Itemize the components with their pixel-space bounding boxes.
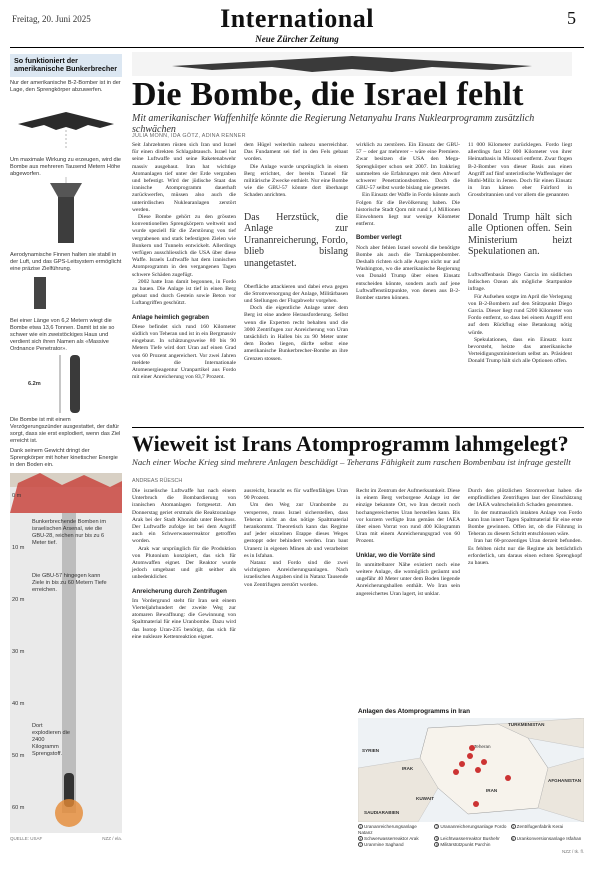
bomb-tail-illustration xyxy=(10,177,122,247)
depth-60: 60 m xyxy=(12,805,25,812)
caption-altitude: Um maximale Wirkung zu erzeugen, wird die Bombe aus mehreren Tausend Metern Höhe abgeworfen. xyxy=(10,156,121,177)
legend-item-8: 8 Militärstützpunkt Parchin xyxy=(435,842,491,847)
article2-col4-p1: Durch den plötzlichen Stromverlust haben die empfindlichen Zentrifugen laut der Einschätzung der IAEA wahrscheinlich Schaden genommen. xyxy=(468,488,582,509)
article1-col1-p3: 2002 hatte Iran damit begonnen, in Fordo zu bauen. Die Anlage ist tief in einen Berg gebaut und durch Gestein sowie Beton vor Luftangriffen geschützt. xyxy=(132,278,236,307)
article1-col4-p4: Spekulationen, dass ein Einsatz kurz bevorsteht, heizte das amerikanische Verteidigungsministerium selbst an. Präsident Donald Trump hält sich alle Optionen offen. xyxy=(468,336,572,365)
article1-col1-p4: Diese befindet sich rund 160 Kilometer südlich von Teheran und ist in ein Bergmassiv eingebaut. In schätzungsweise 80 bis 90 Metern Tiefe wird dort Uran auf einen Grad von 60 Prozent angereichert. Vor zwei Jahren meldete die Internationale Atomenergieagentur Uranpartikel aus Fordo mit einer Anreicherung von 83,7 Prozent. xyxy=(132,323,236,381)
article1-col3-p2: Ein Einsatz der Waffe in Fordo könnte auch Folgen für die Bevölkerung haben. Die historische Stadt Qom mit rund 1,4 Millionen Einwohnern liegt nur wenige Kilometer entfernt. xyxy=(356,192,460,228)
infographic-credit: NZZ / ela. xyxy=(102,836,122,842)
penetration-depth-diagram xyxy=(10,473,122,833)
legend-item-3: 3 Zentrifugenfabrik Kerai xyxy=(512,824,564,829)
issue-date: Freitag, 20. Juni 2025 xyxy=(12,14,91,24)
article1-col4-p3: Für Aufsehen sorgte im April die Verlegung von B-2-Bombern auf den Stützpunkt Diego Garcia. Dieser liegt rund 5200 Kilometer von Fordo entfernt, so dass bei einem Angriff erst auf dem Rückflug eine Betankung nötig würde. xyxy=(468,293,572,336)
legend-item-5: 5 Leichtwasserreaktor Bushehr xyxy=(435,836,500,841)
article1-headline: Die Bombe, die Israel fehlt xyxy=(132,76,524,113)
caption-fins: Aerodynamische Finnen halten sie stabil in der Luft, und das GPS-Leitsystem ermöglicht eine präzise Zielführung. xyxy=(10,252,122,273)
depth-20: 20 m xyxy=(12,597,25,604)
map-canvas xyxy=(358,718,584,822)
caption-gbu28: Bunkerbrechende Bomben im israelischen Arsenal, wie die GBU-28, reichen nur bis zu 6 Meter tief. xyxy=(32,519,107,547)
legend-item-4: 4 Schwerwasserreaktor Arak xyxy=(359,836,419,841)
article2-col3-p1: Recht im Zentrum der Aufmerksamkeit. Diese in einem Berg verborgene Anlage ist der einzige bekannte Ort, wo Iran derzeit noch hochangereichertes Uran herstellen kann. Bis vor kurzem verfügte Iran gemäss der IAEA über einen Vorrat von rund 400 Kilogramm Uran mit einem Anreicherungsgrad von 60 Prozent. xyxy=(356,488,460,545)
map-label-irak: IRAK xyxy=(402,766,414,771)
b2-bomber-photo xyxy=(132,52,572,76)
article1-col4-p2: Luftwaffenbasis Diego Garcia im südlichen Indischen Ozean als mögliche Startpunkte infrage. xyxy=(468,272,572,293)
infographic-heading: So funktioniert der amerikanische Bunkerbrecher xyxy=(10,54,122,77)
legend-item-1: 1 Urananreicherungsanlage Natanz xyxy=(358,824,417,835)
map-label-iran: IRAN xyxy=(486,788,498,793)
map-label-kuwait: KUWAIT xyxy=(416,796,435,801)
article2-column-2 xyxy=(244,488,348,589)
infographic-intro: Nur der amerikanische B-2-Bomber ist in der Lage, den Sprengkörper abzuwerfen. xyxy=(10,79,121,93)
article1-col2-p2: Die Anlage wurde ursprünglich in einem Berg errichtet, der bereits Tunnel für militärische Zwecke enthielt. Nur eine Bombe wie die GBU-57 könnte dort überhaupt Schaden anrichten. xyxy=(244,163,348,199)
newspaper-name: Neue Zürcher Zeitung xyxy=(255,34,339,44)
infographic-credits xyxy=(10,836,122,841)
bomb-length-diagram xyxy=(10,353,122,417)
article2-headline: Wieweit ist Irans Atomprogramm lahmgelegt? xyxy=(132,431,569,456)
caption-fuse: Die Bombe ist mit einem Verzögerungszünder ausgestattet, der dafür sorgt, dass sie erst explodiert, wenn das Ziel erreicht ist. xyxy=(10,417,121,445)
article1-subhead-1: Anlage heimlich gegraben xyxy=(132,313,210,321)
article2-byline: ANDREAS RÜESCH xyxy=(132,478,183,484)
article2-column-3 xyxy=(356,488,460,598)
map-label-saudiarabien: SAUDIARABIEN xyxy=(364,810,400,815)
map-label-teheran: Teheran xyxy=(474,744,491,749)
caption-size: Bei einer Länge von 6,2 Metern wiegt die Bombe etwa 13,6 Tonnen. Damit ist sie so schwer wie ein zweistöckiges Haus und verdient sich ihren Namen als «Massive Ordnance Penetrator». xyxy=(10,318,115,353)
map-label-syrien: SYRIEN xyxy=(362,748,380,753)
article1-column-2 xyxy=(244,142,348,363)
map-label-afghanistan: AFGHANISTAN xyxy=(548,778,582,783)
depth-30: 30 m xyxy=(12,649,25,656)
legend-item-7: 7 Uranmine Saghand xyxy=(359,842,404,847)
article1-col1-p1: Seit Jahrzehnten rüsten sich Iran und Israel für einen direkten Schlagabtausch. Israel hat seine Luftwaffe und seine Raketenabwehr massiv ausgebaut. Iran hat wichtige Atomanlagen tief unter der Erde vergraben und befestigt. Wird der jüdische Staat das iranische Atomprogramm dauerhaft zurückwerfen, müssen also auch die unterirdischen Nuklearanlagen zerstört werden. xyxy=(132,142,236,213)
article2-col1-p3: Im Vordergrund steht für Iran seit einem Vierteljahrhundert der zweite Weg zur atomaren Bewaffnung: die Gewinnung von Spaltmaterial für eine Uranbombe. Dazu wird das Isotop Uran-235 benötigt, das sich für eine nukleare Kettenreaktion eignet. xyxy=(132,597,236,640)
article1-col1-p2: Diese Bombe gehört zu den grössten konventionellen Sprengkörpern weltweit und wurde speziell für die Zerstörung von tief vergrabenen und stark befestigten Zielen wie Bunkern und Tunneln entwickelt. Allerdings verfügen ausschliesslich die USA über diese Waffe. Israels Luftwaffe hat dem iranischen Atomprogramm in den vergangenen Tagen schwere Schäden zugefügt. xyxy=(132,214,236,278)
depth-50: 50 m xyxy=(12,753,25,760)
b2-bomber-illustration xyxy=(10,94,122,152)
caption-explosive: Dort explodieren die 2400 Kilogramm Sprengstoff. xyxy=(32,723,70,758)
article2-col1-p1: Die israelische Luftwaffe hat nach einem Unterbruch die Bombardierung von iranischen Atomanlagen fortgesetzt. Am Donnerstag geriet erstmals die Reaktoranlage Arak bei der Stadt Khondab unter Beschuss. Der Luftwaffe zufolge ist bei dem Angriff auch ein Schwerwasserreaktor getroffen worden. xyxy=(132,488,236,545)
article1-col2-p1: dem Hügel weiterhin nahezu unerreichbar. Das Fundament sei tief in den Fels gebaut worden. xyxy=(244,142,348,163)
article1-column-4 xyxy=(468,142,572,366)
legend-item-6: 6 Urankonversionsanlage Isfahan xyxy=(512,836,582,841)
bunker-buster-infographic xyxy=(10,54,122,872)
map-label-turkmenistan: TURKMENISTAN xyxy=(508,722,545,727)
article2-col2-p1: ausreicht, braucht es für waffenfähiges Uran 90 Prozent. xyxy=(244,488,348,502)
bomb-side-view xyxy=(10,353,122,417)
article1-column-1 xyxy=(132,142,236,382)
bomb-length-label: 6.2m xyxy=(28,381,41,388)
article2-subhead-1: Anreicherung durch Zentrifugen xyxy=(132,587,227,595)
article2-col3-p2: In unmittelbarer Nähe existiert noch eine weitere Anlage, die womöglich geräumt und ungefähr 40 Meter unter dem Boden liegende Anreicherungshallen enthält. Wo Iran sein angereichertes Uran lagert, ist unklar. xyxy=(356,561,460,597)
article2-column-4 xyxy=(468,488,582,567)
legend-item-2: 2 Urananreicherungsanlage Fordo xyxy=(435,824,507,829)
masthead xyxy=(0,0,594,46)
article2-col2-p2: Um den Weg zur Uranbombe zu versperren, muss Israel sicherstellen, dass Teheran nicht an das nötige Spaltmaterial herankommt. Theoretisch kann das Regime auf jeder einzelnen Etappe dieses Weges gestoppt oder behindert werden. Iran baut Uranerz in eigenen Minen ab und verarbeitet es in Isfahan. xyxy=(244,502,348,559)
iran-nuclear-sites-map xyxy=(358,708,584,868)
map-legend xyxy=(358,824,584,848)
article2-col4-p3: Iran hat 60-prozentiges Uran derzeit befunden. Es fehlten nicht nur die Regime als beträchtlich erforderlich, um daraus einen echten Sprengkopf zu bauen. xyxy=(468,538,582,567)
infographic-source: QUELLE: USAF xyxy=(10,836,43,842)
article-separator xyxy=(132,427,584,428)
article1-col2-p3: Oberfläche attackieren und dabei etwa gegen die Stromversorgung der Anlage, Militärbasen und Stellungen der Flugabwehr vorgehen. xyxy=(244,283,348,304)
caption-gbu57: Die GBU-57 hingegen kann Ziele in bis zu 60 Metern Tiefe erreichen. xyxy=(32,573,107,594)
depth-10: 10 m xyxy=(12,545,25,552)
masthead-rule xyxy=(10,47,584,48)
article1-col4-p1: 11 000 Kilometer zurücklegen. Fordo liegt allerdings fast 12 000 Kilometer von ihrer Heimatbasis in Missouri entfernt. Zwar flogen B-2-Bomber von dieser Basis aus einen Angriff auf fünf unterirdische Waffenlager der Huthi-Miliz in Jemen. Doch für einen Einsatz in Iran kämen eher Fairford in Grossbritannien und vor allem die genannten xyxy=(468,142,572,199)
article1-deck: Mit amerikanischer Waffenhilfe könnte die Regierung Netanyahu Irans Nuklearprogramm zusätzlich schwächen xyxy=(132,113,535,135)
article1-col3-p3: Noch aber fehlen Israel sowohl die benötigte Bombe als auch die Tarnkappenbomber. Deshalb richten sich alle Augen nicht nur auf Washington, wo die amerikanische Regierung von Donald Trump über einen Einsatz entscheiden könnte, sondern auch auf jene Luftwaffenstützpunkte, von denen aus B-2-Bomber starten können. xyxy=(356,244,460,302)
page-number: 5 xyxy=(567,8,576,28)
article1-subhead-2: Bomber verlegt xyxy=(356,234,402,242)
article1-byline: JULIA MONN, IDA GÖTZ, ADINA RENNER xyxy=(132,133,246,139)
article1-col2-p4: Doch die eigentliche Anlage unter dem Berg ist eine andere Herausforderung. Selbst wenn die Experten recht behalten und die 3000 Zentrifugen zur Anreicherung von Uran tatsächlich in Hallen bis zu 90 Meter unter dem Boden liegen, dürfte selbst eine amerikanische Bunkerbrecher-Bombe an ihre Grenzen stossen. xyxy=(244,305,348,362)
article2-deck: Nach einer Woche Krieg sind mehrere Anlagen beschädigt – Teherans Fähigkeit zum raschen Bombenbau ist infrage gestellt xyxy=(132,457,571,467)
section-title: International xyxy=(220,4,374,33)
article1-column-3 xyxy=(356,142,460,302)
article1-pull-quote-1: Das Herzstück, die Anlage zur Urananreicherung, Fordo, blieb bislang unangetastet. xyxy=(244,211,348,269)
map-shapes xyxy=(358,718,584,822)
depth-40: 40 m xyxy=(12,701,25,708)
article1-col3-p1: wirklich zu zerstören. Ein Einsatz der GBU-57 – oder gar mehrerer – wäre eine Premiere. Zwar besitzen die USA den Mega-Sprengkörper schon seit 2007. Im Irakkrieg sammelten sie Erfahrungen mit dem Abwurf schwerer Penetrationsbomben. Doch die GBU-57 selbst wurde bislang nie getestet. xyxy=(356,142,460,192)
bomb-length-illustration xyxy=(10,273,122,313)
article1-pull-quote-2: Donald Trump hält sich alle Optionen offen. Sein Ministerium heizt Spekulationen an. xyxy=(468,211,572,258)
article2-subhead-2: Unklar, wo die Vorräte sind xyxy=(356,551,435,559)
article2-column-1 xyxy=(132,488,236,641)
caption-speed: Dank seinem Gewicht dringt der Sprengkörper mit hoher kinetischer Energie in den Boden ein. xyxy=(10,448,118,469)
map-credit: NZZ / tk. fl. xyxy=(562,849,584,854)
article2-col1-p2: Arak war ursprünglich für die Produktion von Plutonium konzipiert, das sich für Atomwaffen eignet. Der Reaktor wurde jedoch umgebaut und gilt seither als unbedenklicher. xyxy=(132,545,236,581)
depth-0: 0 m xyxy=(12,493,22,500)
article2-col4-p2: In der mutmasslich intakten Anlage von Fordo kann Iran innert Tagen Spaltmaterial für eine erste Bombe gewinnen. Offen ist, ob die Führung in Teheran zu diesem Schritt entschlossen wäre. xyxy=(468,509,582,538)
map-title: Anlagen des Atomprogramms in Iran xyxy=(358,708,470,715)
article2-col2-p3: Natanz und Fordo sind die zwei wichtigsten Anreicherungsanlagen. Nach israelischen Angaben sind in Natanz Tausende von Zentrifugen zerstört worden. xyxy=(244,560,348,588)
